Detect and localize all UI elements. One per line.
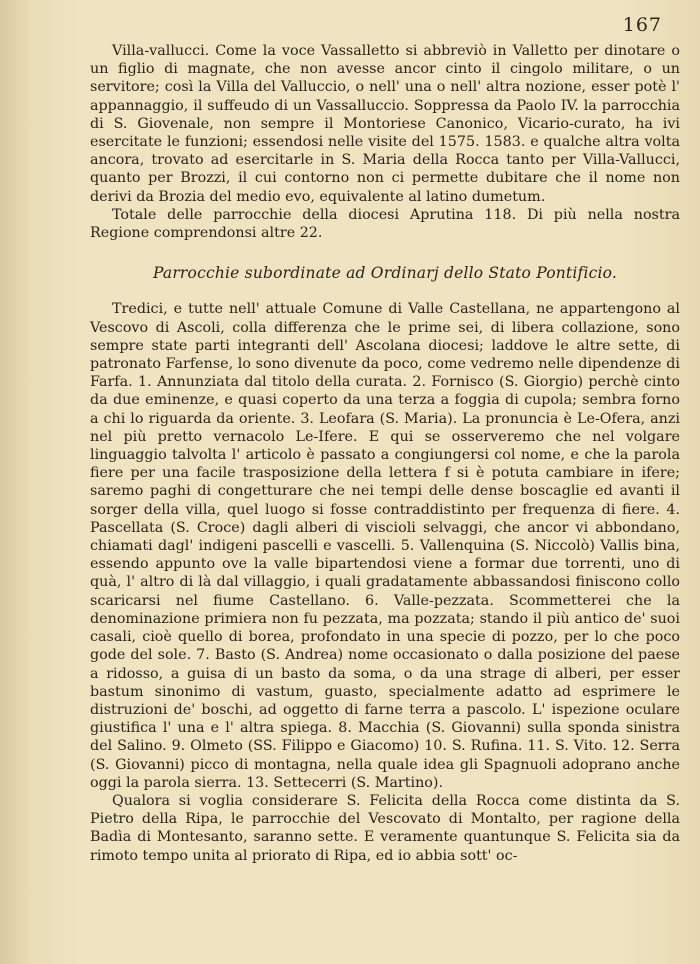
paragraph-villa-vallucci: Villa-vallucci. Come la voce Vassalletto si abbreviò in Valletto per dinotare o un figlio di magnate, che non avesse ancor cinto il cingolo militare, o un servitore; così la Villa del Valluccio, o nell' una o nell' altra nozione, esser potè l' appannaggio, il suffeudo di un Vassalluccio. Soppressa da Paolo IV. la parrocchia di S. Giovenale, non sempre il Montoriese Canonico, Vicario-curato, ha ivi esercitate le funzioni; essendosi nelle visite del 1575. 1583. e qualche altra volta ancora, trovato ad esercitarle in S. Maria della Rocca tanto per Villa-Vallucci, quanto per Brozzi, il cui contorno non ci permette dubitare che il nome non derivi da Brozia del medio evo, equivalente al latino dumetum. <box>90 43 680 205</box>
paragraph-totale: Totale delle parrocchie della diocesi Aprutina 118. Di più nella nostra Regione comprendonsi altre 22. <box>90 206 680 242</box>
page-number: 167 <box>622 14 662 36</box>
section-heading: Parrocchie subordinate ad Ordinarj dello Stato Pontificio. <box>152 264 618 283</box>
page-body <box>90 42 680 865</box>
paragraph-qualora: Qualora si voglia considerare S. Felicita della Rocca come distinta da S. Pietro della Ripa, le parrocchie del Vescovato di Montalto, per ragione della Badìa di Montesanto, saranno sette. E veramente quantunque S. Felicita sia da rimoto tempo unita al priorato di Ripa, ed io abbia sott' oc- <box>90 792 680 864</box>
paragraph-tredici: Tredici, e tutte nell' attuale Comune di Valle Castellana, ne appartengono al Vescovo di Ascoli, colla differenza che le prime sei, di libera collazione, sono sempre state parti integranti dell' Ascolana diocesi; laddove le altre sette, di patronato Farfense, lo sono divenute da poco, come vedremo nelle dipendenze di Farfa. 1. Annunziata dal titolo della curata. 2. Fornisco (S. Giorgio) perchè cinto da due eminenze, e quasi coperto da una terza a foggia di cupola; sembra forno a chi lo riguarda da oriente. 3. Leofara (S. Maria). La pronuncia è Le-Ofera, anzi nel più pretto vernacolo Le-Ifere. E qui se osserveremo che nel volgare linguaggio talvolta l' articolo è passato a congiungersi col nome, e che la parola fiere per una facile trasposizione della lettera f si è potuta cambiare in ifere; saremo paghi di congetturare che nei tempi delle dense boscaglie ed avanti il sorger della villa, quel luogo si fosse contraddistinto per frequenza di fiere. 4. Pascellata (S. Croce) dagli alberi di visciolі selvaggi, che ancor vi abbondano, chiamati dagl' indigeni pascelli e vascelli. 5. Vallenquina (S. Niccolò) Vallis bina, essendo appunto ove la valle bipartendosi viene a formar due torrenti, uno di quà, l' altro di là dal villaggio, i quali gradatamente abbassandosi finiscono collo scaricarsi nel fiume Castellano. 6. Valle-pezzata. Scommetterei che la denominazione primiera non fu pezzata, ma pozzata; stando il più antico de' suoi casali, cioè quello di borea, profondato in una specie di pozzo, per lo che poco gode del sole. 7. Basto (S. Andrea) nome occasionato o dalla posizione del paese a ridosso, a guisa di un basto da soma, o da una strage di alberi, per esser bastum sinonimo di vastum, guasto, specialmente adatto ad esprimere le distruzioni de' boschi, ad oggetto di farne terra a pascolo. L' ispezione oculare giustifica l' una e l' altra spiega. 8. Macchia (S. Giovanni) sulla sponda sinistra del Salino. 9. Olmeto (SS. Filippo e Giacomo) 10. S. Rufina. 11. S. Vito. 12. Serra (S. Giovanni) picco di montagna, nella quale idea gli Spagnuoli adoprano anche oggi la parola sierra. 13. Settecerri (S. Martino). <box>90 301 680 791</box>
